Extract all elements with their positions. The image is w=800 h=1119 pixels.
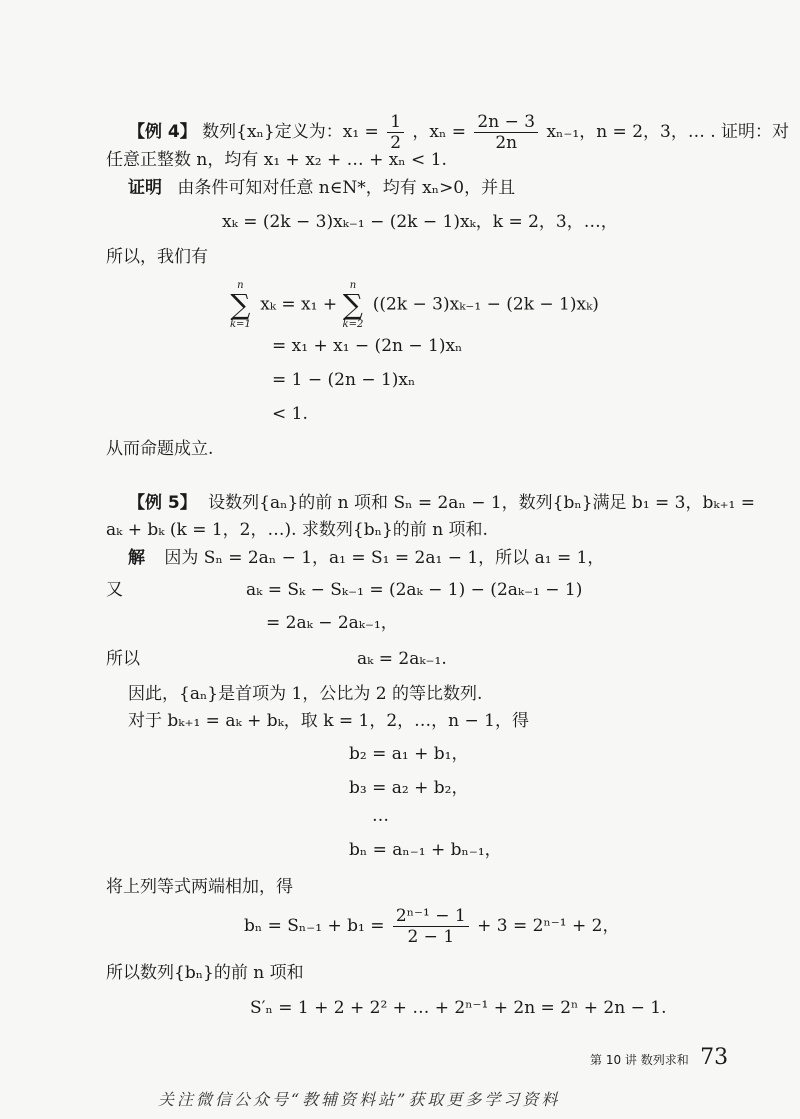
sigma-k2: n ∑ k=2	[342, 280, 364, 330]
take-line: 对于 bₖ₊₁ = aₖ + bₖ，取 k = 1，2，…，n − 1，得	[128, 711, 530, 731]
add-line: 将上列等式两端相加，得	[106, 877, 293, 897]
so-we-have: 所以，我们有	[106, 247, 208, 267]
again-label: 又	[106, 580, 123, 600]
example5-label: 【例 5】	[128, 493, 197, 513]
equation-xk: xₖ = (2k − 3)xₖ₋₁ − (2k − 1)xₖ，k = 2，3，…，	[222, 212, 618, 232]
example4-proof-line1: 证明 由条件可知对任意 n∈N*，均有 xₙ>0，并且	[128, 178, 516, 198]
example5-problem-line2: aₖ + bₖ (k = 1，2，…). 求数列{bₙ}的前 n 项和.	[106, 520, 488, 540]
example4-problem-line2: 任意正整数 n，均有 x₁ + x₂ + … + xₙ < 1.	[106, 150, 447, 170]
page-number: 73	[700, 1045, 729, 1070]
bn-equation: bₙ = Sₙ₋₁ + b₁ = $\frac{\text{2ⁿ⁻¹ − 1}}{2 - 1}$ + 3 = 2ⁿ⁻¹ + 2，	[244, 906, 620, 947]
example4-problem-text: 数列{xₙ}定义为：x₁ =	[202, 122, 379, 142]
step3: = 1 − (2n − 1)xₙ	[272, 370, 416, 390]
therefore-label: 所以	[106, 649, 140, 669]
geometric-line: 因此，{aₙ}是首项为 1，公比为 2 的等比数列.	[128, 684, 483, 704]
example5-problem-line1: 【例 5】 设数列{aₙ}的前 n 项和 Sₙ = 2aₙ − 1，数列{bₙ}满足 b₁ = 3，bₖ₊₁ =	[128, 493, 756, 513]
watermark-text: 关注微信公众号“教辅资料站”获取更多学习资料	[158, 1090, 561, 1109]
page-footer	[590, 1044, 728, 1074]
chapter-title: 第 10 讲 数列求和	[590, 1053, 689, 1067]
example4-problem-line1: 【例 4】 数列{xₙ}定义为：x₁ = $\frac{1}{2}$ ，xₙ = $\frac{2n - 3}{2n}$ xₙ₋₁，n = 2，3，… . 证明：对	[128, 112, 790, 153]
equation-b3: b₃ = a₂ + b₂，	[349, 778, 469, 798]
step4: < 1.	[272, 404, 308, 424]
equation-ak1: aₖ = Sₖ − Sₖ₋₁ = (2aₖ − 1) − (2aₖ₋₁ − 1)	[246, 580, 583, 600]
equation-ak2: = 2aₖ − 2aₖ₋₁，	[266, 613, 398, 633]
proof-label: 证明	[128, 178, 162, 198]
sum-line: 所以数列{bₙ}的前 n 项和	[106, 963, 304, 983]
x1-fraction: $\frac{1}{2}$	[387, 112, 404, 153]
equation-ak3: aₖ = 2aₖ₋₁.	[357, 649, 447, 669]
bn-fraction: $\frac{\text{2ⁿ⁻¹ − 1}}{2 - 1}$	[393, 906, 469, 947]
example4-label: 【例 4】	[128, 122, 197, 142]
example5-solution-line1: 解 因为 Sₙ = 2aₙ − 1，a₁ = S₁ = 2a₁ − 1，所以 a₁ = 1，	[128, 548, 605, 568]
sigma-k1: n ∑ k=1	[230, 280, 251, 330]
dots: …	[372, 806, 389, 826]
equation-bn: bₙ = aₙ₋₁ + bₙ₋₁，	[349, 840, 502, 860]
sum-equation: n ∑ k=1 xₖ = x₁ + n ∑ k=2 ((2k − 3)xₖ₋₁ − (2k − 1)xₖ)	[230, 280, 599, 330]
step2: = x₁ + x₁ − (2n − 1)xₙ	[272, 336, 463, 356]
recurrence-fraction: $\frac{2n - 3}{2n}$	[474, 112, 538, 153]
equation-b2: b₂ = a₁ + b₁，	[349, 744, 469, 764]
final-equation: S′ₙ = 1 + 2 + 2² + … + 2ⁿ⁻¹ + 2n = 2ⁿ + 2n − 1.	[250, 998, 667, 1018]
solution-label: 解	[128, 548, 145, 568]
example4-conclusion: 从而命题成立.	[106, 439, 214, 459]
